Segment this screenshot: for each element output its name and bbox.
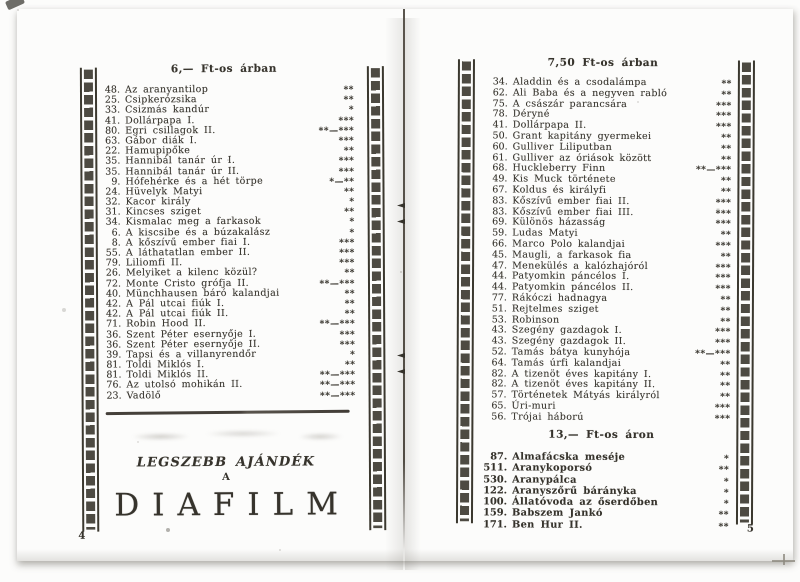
item-star-rating: **—***: [319, 278, 356, 290]
item-star-rating: ***: [339, 238, 355, 249]
item-star-rating: *: [349, 217, 355, 228]
item-star-rating: *: [723, 499, 730, 510]
item-star-rating: ***: [715, 262, 732, 273]
item-number: 61.: [492, 151, 508, 164]
item-number: 64.: [491, 357, 507, 369]
item-star-rating: **: [721, 90, 732, 101]
item-title: Patyomkin páncélos II.: [511, 281, 634, 294]
item-title: Történetek Mátyás királyról: [511, 389, 660, 402]
item-star-rating: ***: [339, 258, 355, 269]
item-number: 51.: [491, 303, 507, 315]
row-spacer: [578, 236, 721, 237]
item-number: 35.: [105, 155, 121, 167]
item-number: 31.: [105, 206, 121, 218]
item-title: Dollárpapa I.: [125, 114, 195, 127]
gutter-shadow-right: [405, 18, 421, 570]
item-star-rating: ***: [338, 156, 355, 167]
item-number: 60.: [492, 141, 508, 153]
item-title: Kőszívű ember fiai III.: [512, 206, 634, 218]
catalog-list-13ft: [471, 451, 729, 531]
item-title: Déryné: [512, 108, 550, 121]
item-title: Ali Baba és a negyven rabló: [512, 87, 668, 99]
item-number: 41.: [104, 115, 121, 127]
item-number: 44.: [491, 281, 508, 293]
item-title: Koldus és királyfi: [512, 184, 607, 196]
item-title: Aranykoporsó: [512, 462, 593, 475]
item-title: A Pál utcai fiúk I.: [126, 297, 225, 310]
item-star-rating: **: [718, 465, 730, 476]
item-number: 57.: [491, 389, 507, 401]
item-number: 48.: [104, 84, 121, 96]
item-star-rating: ***: [716, 100, 732, 112]
item-star-rating: *: [724, 454, 730, 465]
item-number: 82.: [491, 367, 507, 379]
item-star-rating: ***: [715, 198, 732, 209]
item-number: 80.: [105, 125, 121, 137]
item-star-rating: *: [349, 197, 355, 208]
item-star-rating: ***: [715, 219, 732, 230]
item-number: 81.: [106, 359, 122, 371]
item-star-rating: ***: [715, 327, 731, 338]
item-star-rating: **—***: [695, 349, 731, 360]
item-number: 68.: [492, 162, 508, 174]
item-star-rating: **: [721, 144, 732, 155]
item-number: 100.: [483, 496, 508, 508]
item-star-rating: **: [720, 381, 731, 392]
item-number: 530.: [483, 473, 508, 486]
item-number: 24.: [105, 186, 121, 198]
item-title: Tamás úrfi kalandjai: [511, 357, 622, 369]
row-spacer: [584, 419, 715, 420]
item-title: Kis Muck története: [512, 173, 616, 186]
item-number: 87.: [490, 451, 508, 463]
item-star-rating: **: [343, 146, 355, 157]
item-number: 36.: [106, 339, 122, 351]
item-title: Toldi Miklós II.: [126, 369, 209, 381]
item-number: 49.: [492, 173, 508, 185]
item-star-rating: ***: [338, 166, 355, 177]
item-number: 43.: [491, 324, 507, 336]
row-spacer: [592, 471, 719, 472]
item-title: Monte Cristo grófja II.: [125, 277, 249, 290]
item-number: 26.: [105, 267, 121, 279]
page-number-right: 5: [746, 523, 754, 535]
item-title: Tapsi és a villanyrendőr: [126, 348, 257, 361]
item-title: Melyiket a kilenc közül?: [125, 267, 258, 279]
item-star-rating: **—***: [319, 319, 356, 330]
item-title: Ludas Matyi: [512, 227, 578, 239]
item-number: 52.: [491, 346, 507, 358]
item-title: Menekülés a kalózhajóról: [512, 260, 649, 272]
item-title: Rejtelmes sziget: [511, 303, 599, 315]
item-number: 40.: [105, 288, 122, 300]
item-number: 36.: [106, 328, 122, 341]
item-star-rating: **: [720, 252, 732, 263]
item-star-rating: ***: [339, 339, 356, 351]
item-star-rating: *: [349, 227, 355, 238]
item-title: Hófehérke és a hét törpe: [125, 175, 264, 188]
item-number: 47.: [491, 259, 508, 271]
item-title: Állatóvoda az őserdőben: [512, 496, 659, 509]
row-spacer: [599, 312, 721, 313]
item-title: Huckleberry Finn: [512, 162, 606, 175]
row-spacer: [550, 117, 716, 118]
item-star-rating: **: [720, 187, 732, 198]
item-title: Almafácska meséje: [512, 451, 626, 463]
item-title: Liliomfi II.: [125, 257, 183, 269]
item-number: 159.: [483, 507, 508, 519]
item-title: Dollárpapa II.: [512, 119, 587, 131]
item-star-rating: **—***: [318, 126, 355, 137]
item-star-rating: ***: [714, 403, 731, 414]
item-number: 65.: [491, 400, 507, 412]
item-title: A tizenöt éves kapitány I.: [511, 367, 652, 380]
item-number: 8.: [111, 237, 121, 249]
item-title: Szent Péter esernyője II.: [126, 338, 261, 351]
item-title: Hannibál tanár úr I.: [125, 155, 236, 167]
item-title: Toldi Miklós I.: [126, 359, 205, 371]
item-title: Kőszívű ember fiai II.: [512, 195, 630, 207]
item-star-rating: ***: [715, 241, 732, 252]
item-star-rating: ***: [715, 273, 732, 284]
item-title: Aranypálca: [512, 474, 577, 486]
item-title: Tamás bátya kunyhója: [511, 346, 631, 358]
paper-specks: [17, 9, 19, 11]
item-title: Rákóczi hadnagya: [511, 292, 608, 304]
item-number: 42.: [106, 308, 122, 320]
item-number: 32.: [105, 196, 121, 208]
item-number: 25.: [104, 94, 121, 106]
item-title: A császár parancsára: [512, 98, 628, 110]
item-title: Patyomkin páncélos I.: [512, 270, 630, 283]
item-title: Szegény gazdagok I.: [511, 324, 623, 337]
item-number: 171.: [483, 519, 507, 531]
item-star-rating: **: [344, 360, 356, 371]
price-header-13ft: 13,— Ft-os áron: [548, 428, 655, 442]
item-star-rating: **: [344, 187, 355, 198]
item-title: Aladdin és a csodalámpa: [512, 76, 647, 89]
item-star-rating: **—***: [319, 380, 356, 391]
item-number: 77.: [491, 292, 507, 304]
item-title: A tizenöt éves kapitány II.: [511, 378, 656, 391]
item-title: Hamupipőke: [125, 145, 191, 157]
item-title: Grant kapitány gyermekei: [512, 130, 652, 143]
item-title: Kacor király: [125, 196, 191, 208]
item-title: Szegény gazdagok II.: [511, 335, 627, 348]
item-title: Úri-muri: [511, 400, 556, 412]
item-title: Ben Hur II.: [511, 519, 583, 531]
item-star-rating: ***: [715, 338, 731, 349]
item-number: 50.: [492, 130, 508, 142]
item-number: 82.: [491, 378, 507, 390]
item-number: 34.: [105, 216, 121, 229]
item-title: Hüvelyk Matyi: [125, 185, 203, 198]
item-title: Gábor diák I.: [125, 135, 198, 147]
item-star-rating: **—***: [320, 390, 356, 402]
item-star-rating: **: [344, 207, 355, 218]
item-star-rating: *: [350, 350, 356, 361]
item-star-rating: **: [721, 79, 732, 90]
item-title: Egri csillagok II.: [125, 124, 216, 137]
row-spacer: [556, 409, 715, 410]
item-number: 53.: [491, 313, 507, 325]
filmstrip-frames: [460, 61, 471, 521]
item-star-rating: **: [720, 230, 732, 241]
item-number: 9.: [111, 176, 121, 188]
item-title: Kincses sziget: [125, 206, 202, 218]
item-number: 81.: [106, 369, 122, 381]
row-spacer: [583, 528, 719, 529]
item-number: 23.: [106, 390, 122, 402]
item-title: A Pál utcai fiúk II.: [126, 308, 229, 320]
item-number: 44.: [491, 270, 508, 282]
item-star-rating: **: [344, 299, 356, 310]
item-title: Robinson: [511, 313, 560, 326]
item-star-rating: **—***: [319, 370, 356, 381]
catalog-row: [471, 519, 729, 531]
item-number: 75.: [492, 97, 508, 110]
item-number: 22.: [105, 145, 121, 157]
item-title: A kőszívű ember fiai I.: [125, 236, 251, 249]
item-star-rating: ***: [716, 111, 732, 122]
item-number: 83.: [492, 205, 508, 218]
item-title: Aranyszőrű bárányka: [512, 485, 637, 497]
item-number: 122.: [483, 485, 508, 497]
item-number: 67.: [492, 184, 508, 196]
item-title: Szent Péter esernyője I.: [126, 328, 257, 340]
item-title: Gulliver Liliputban: [512, 141, 613, 153]
item-star-rating: **: [344, 268, 355, 279]
promo-brand-diafilm: DIAFILM: [114, 486, 352, 524]
crop-mark-vertical: [783, 554, 785, 565]
item-star-rating: **: [720, 295, 731, 306]
item-title: Babszem Jankó: [511, 507, 603, 520]
item-star-rating: ***: [339, 329, 356, 340]
item-number: 78.: [492, 108, 508, 120]
item-title: Csipkerózsika: [124, 94, 197, 106]
item-star-rating: ***: [338, 136, 355, 147]
item-star-rating: **: [343, 85, 355, 96]
item-star-rating: **: [343, 95, 355, 106]
item-title: Az utolsó mohikán II.: [126, 379, 243, 391]
item-number: 62.: [492, 87, 508, 99]
item-title: Kismalac meg a farkasok: [125, 216, 261, 228]
item-star-rating: ***: [715, 284, 732, 295]
item-star-rating: ***: [716, 122, 732, 133]
item-star-rating: **: [720, 316, 731, 327]
item-number: 6.: [111, 227, 121, 239]
item-number: 76.: [106, 379, 122, 392]
item-number: 59.: [492, 227, 508, 239]
price-header-6ft: 6,— Ft-os árban: [170, 62, 277, 76]
item-star-rating: **: [721, 176, 732, 187]
item-star-rating: ***: [339, 248, 355, 259]
item-number: 63.: [105, 135, 121, 147]
item-star-rating: **: [720, 360, 731, 371]
item-number: 71.: [106, 318, 122, 330]
item-star-rating: **: [721, 154, 732, 166]
item-number: 45.: [491, 249, 508, 261]
item-title: Maugli, a farkasok fia: [512, 249, 632, 261]
promo-article: A: [222, 471, 230, 483]
row-spacer: [559, 322, 720, 323]
item-star-rating: **: [718, 522, 729, 533]
item-title: Csizmás kandúr: [125, 104, 210, 116]
item-number: 41.: [492, 119, 508, 131]
item-title: Münchhausen báró kalandjai: [126, 287, 280, 300]
item-star-rating: ***: [714, 414, 731, 425]
row-spacer: [603, 516, 719, 517]
item-star-rating: *—**: [329, 176, 355, 188]
item-title: Robin Hood II.: [126, 318, 207, 330]
filmstrip-frames: [740, 62, 751, 522]
gutter-shadow-left: [385, 18, 403, 570]
item-number: 35.: [105, 165, 121, 178]
price-header-750ft: 7,50 Ft-os árban: [547, 56, 659, 70]
item-title: Trójai háború: [511, 411, 584, 423]
item-number: 83.: [492, 195, 508, 207]
item-star-rating: ***: [715, 208, 732, 219]
item-number: 511.: [483, 462, 508, 474]
item-star-rating: *: [348, 105, 355, 116]
book-spread: [17, 9, 793, 561]
item-title: Marco Polo kalandjai: [512, 238, 626, 250]
item-title: Az aranyantilop: [124, 84, 209, 96]
item-number: 56.: [491, 411, 507, 423]
item-star-rating: *: [723, 476, 730, 488]
item-star-rating: **: [720, 306, 731, 317]
row-spacer: [606, 193, 721, 194]
item-number: 43.: [491, 335, 507, 347]
filmstrip-border-right-outer: [736, 60, 755, 524]
item-number: 55.: [105, 247, 121, 259]
item-star-rating: **: [344, 289, 356, 300]
item-star-rating: *: [723, 488, 730, 499]
row-spacer: [586, 128, 716, 129]
item-title: A láthatatlan ember II.: [125, 246, 251, 259]
item-number: 39.: [106, 349, 122, 361]
item-star-rating: **: [718, 510, 730, 521]
item-star-rating: **: [721, 133, 732, 144]
item-number: 34.: [492, 76, 508, 88]
item-title: Különös házasság: [512, 216, 606, 229]
catalog-list-750ft: [478, 77, 732, 424]
item-title: Gulliver az óriások között: [512, 152, 652, 164]
item-number: 33.: [104, 104, 121, 116]
item-number: 69.: [492, 216, 508, 228]
item-title: Vadölő: [126, 389, 161, 402]
item-number: 42.: [105, 298, 122, 310]
item-star-rating: **: [720, 370, 731, 381]
row-spacer: [577, 482, 724, 483]
item-star-rating: **: [344, 309, 356, 320]
page-number-left: 4: [78, 530, 86, 542]
item-star-rating: **—***: [695, 165, 732, 176]
item-number: 66.: [492, 238, 508, 250]
gutter-fold-line: [403, 9, 405, 561]
item-title: A kiscsibe és a búzakalász: [125, 226, 271, 239]
catalog-row: [478, 412, 730, 424]
promo-tagline: LEGSZEBB AJÁNDÉK: [136, 454, 316, 471]
item-star-rating: ***: [338, 115, 355, 126]
item-title: Hannibál tanár úr II.: [125, 165, 240, 177]
item-number: 79.: [105, 257, 121, 269]
item-star-rating: **: [720, 392, 731, 403]
item-number: 72.: [105, 278, 122, 290]
